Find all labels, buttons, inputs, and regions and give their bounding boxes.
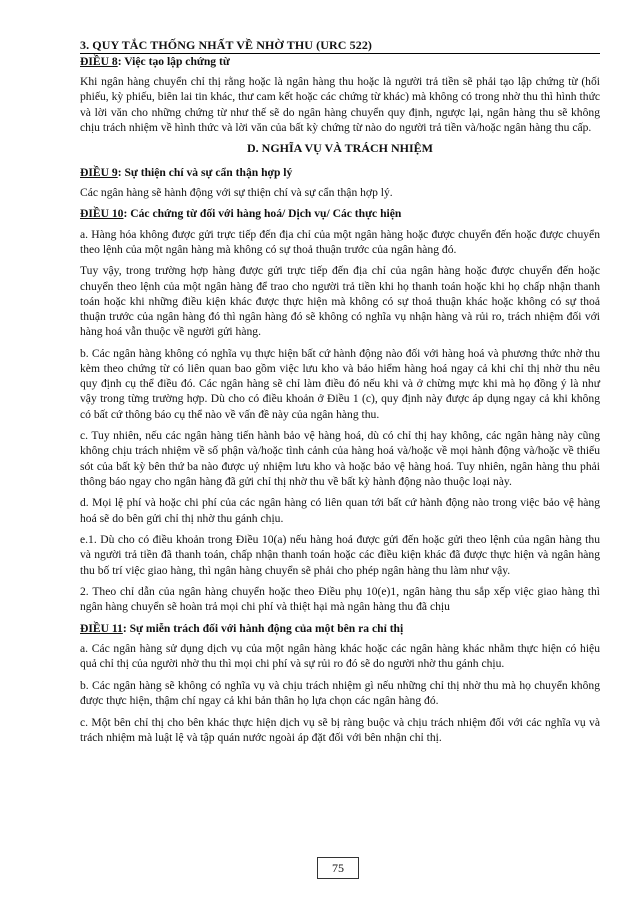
article-9-title xyxy=(80,165,600,180)
article-11-paragraph-a: a. Các ngân hàng sử dụng dịch vụ của một ngân hàng khác hoặc các ngân hàng khác nhằm thực hiện có hiệu quả chỉ thị của người nhờ thu thì mọi chi phí và sự rủi ro đó sẽ do người nhờ thu gánh chịu. xyxy=(80,642,600,671)
article-10-paragraph-d: d. Mọi lệ phí và hoặc chi phí của các ngân hàng có liên quan tới bất cứ hành động nào trong việc bảo vệ hàng hoá sẽ do bên gửi chỉ thị nhờ thu gánh chịu. xyxy=(80,496,600,525)
article-9-body: Các ngân hàng sẽ hành động với sự thiện chí và sự cẩn thận hợp lý. xyxy=(80,185,393,199)
article-8-number: ĐIỀU 8 xyxy=(80,55,118,68)
article-10-number: ĐIỀU 10 xyxy=(80,207,124,221)
article-10-paragraph-a: a. Hàng hóa không được gửi trực tiếp đến địa chỉ của một ngân hàng hoặc được chuyển đến hoặc được chuyển theo lệnh của một ngân hàng mà không có sự thoả thuận trước của ngân hàng đó. xyxy=(80,227,600,256)
document-body xyxy=(80,54,600,752)
article-11-number: ĐIỀU 11 xyxy=(80,622,123,636)
article-11-paragraph-b: b. Các ngân hàng sẽ không có nghĩa vụ và chịu trách nhiệm gì nếu những chỉ thị nhờ thu mà họ chuyển không được thực hiện, thậm chí ngay cả khi bản thân họ lựa chọn các ngân hàng đó. xyxy=(80,679,600,708)
article-9-heading: : Sự thiện chí và sự cẩn thận hợp lý xyxy=(117,165,293,179)
article-11-paragraph-c: c. Một bên chỉ thị cho bên khác thực hiện dịch vụ sẽ bị ràng buộc và chịu trách nhiệm đối với các nghĩa vụ và trách nhiệm mà luật lệ và tập quán nước ngoài áp đặt đối với bên nhận chỉ thị. xyxy=(80,715,600,745)
article-8-title xyxy=(80,54,600,69)
article-9-number: ĐIỀU 9 xyxy=(80,165,118,179)
article-10-paragraph-e2: 2. Theo chỉ dẫn của ngân hàng chuyển hoặc theo Điều phụ 10(e)1, ngân hàng thu sắp xếp việc giao hàng thì ngân hàng chuyển sẽ hoàn trả mọi chi phí và thiệt hại mà ngân hàng thu đã chịu xyxy=(80,585,600,614)
article-11-title xyxy=(80,621,600,636)
chapter-header: 3. QUY TẮC THỐNG NHẤT VỀ NHỜ THU (URC 522) xyxy=(80,38,600,54)
article-10-paragraph-e1: e.1. Dù cho có điều khoản trong Điều 10(a) nếu hàng hoá được gửi đến hoặc gửi theo lệnh của ngân hàng thu và người trả tiền đã thanh toán, chấp nhận thanh toán hoặc các điều kiện khác đã được thực hiện và ngân hàng thu bố trí việc giao hàng, thì ngân hàng chuyển sẽ phải cho phép ngân hàng thu làm như vậy. xyxy=(80,533,600,577)
article-10-paragraph-c: c. Tuy nhiên, nếu các ngân hàng tiến hành bảo vệ hàng hoá, dù có chỉ thị hay không, các ngân hàng này cũng không chịu trách nhiệm về số phận và/hoặc tình cảnh của hàng hoá và/hoặc về mọi hành động và/hoặc về thiếu sót của bất kỳ bên thứ ba nào được uỷ nhiệm lưu kho và hoặc bảo vệ hàng hoá. Tuy nhiên, ngân hàng thu phải thông báo ngay cho ngân hàng đã gửi chỉ thị nhờ thu về bất kỳ hành động nào thuộc loại này. xyxy=(80,429,600,488)
section-d-heading: D. NGHĨA VỤ VÀ TRÁCH NHIỆM xyxy=(246,141,434,156)
article-8-body: Khi ngân hàng chuyển chỉ thị rằng hoặc là ngân hàng thu hoặc là người trả tiền sẽ phải tạo lập chứng từ (hối phiếu, kỳ phiếu, biên lai tin khác, thư cam kết hoặc các chứng từ khác) mà không có trong nhờ thu thì hình thức và lời văn cho những chứng từ như thế sẽ do ngân hàng chuyển quy định, ngược lại, ngân hàng thu sẽ không chịu trách nhiệm về hình thức và lời văn của bất kỳ chứng từ nào do người trả tiền và/hoặc ngân hàng thu cấp. xyxy=(80,75,600,134)
article-10-paragraph-a-cont: Tuy vậy, trong trường hợp hàng được gửi trực tiếp đến địa chỉ của ngân hàng hoặc được chuyển đến hoặc chuyển theo lệnh của một ngân hàng để trao cho người trả tiền khi họ thanh toán hoặc khi họ chấp nhận thanh toán hoặc khi những điều kiện khác được thực hiện mà không có sự thoả thuận khác hoặc không có sự thoả thuận trước của ngân hàng đó thì ngân hàng đó sẽ không có nghĩa vụ nhận hàng và rủi ro, trách nhiệm đối với hàng hoá vẫn thuộc về người gửi hàng. xyxy=(80,264,600,339)
page-number: 75 xyxy=(317,857,359,879)
article-10-heading: : Các chứng từ đối với hàng hoá/ Dịch vụ/ Các thực hiện xyxy=(123,207,402,221)
article-11-heading: : Sự miễn trách đối với hành động của một bên ra chỉ thị xyxy=(122,622,404,636)
article-10-paragraph-b: b. Các ngân hàng không có nghĩa vụ thực hiện bất cứ hành động nào đối với hàng hoá và phương thức nhờ thu kèm theo chứng từ có liên quan bao gồm việc lưu kho và bảo hiểm hàng hoá ngay cả khi chỉ thị nhờ thu nêu quy định cụ thể điều đó. Các ngân hàng sẽ chỉ làm điều đó nếu khi và ở chừng mực khi mà họ đồng ý là như vậy trong từng trường hợp. Dù cho có điều khoản ở Điều 1 (c), quy định này được áp dụng ngay cả khi không có bất cứ thông báo cụ thể nào về vấn đề này của ngân hàng thu. xyxy=(80,346,600,421)
article-8-heading: : Việc tạo lập chứng từ xyxy=(117,55,230,68)
article-10-title xyxy=(80,206,600,221)
